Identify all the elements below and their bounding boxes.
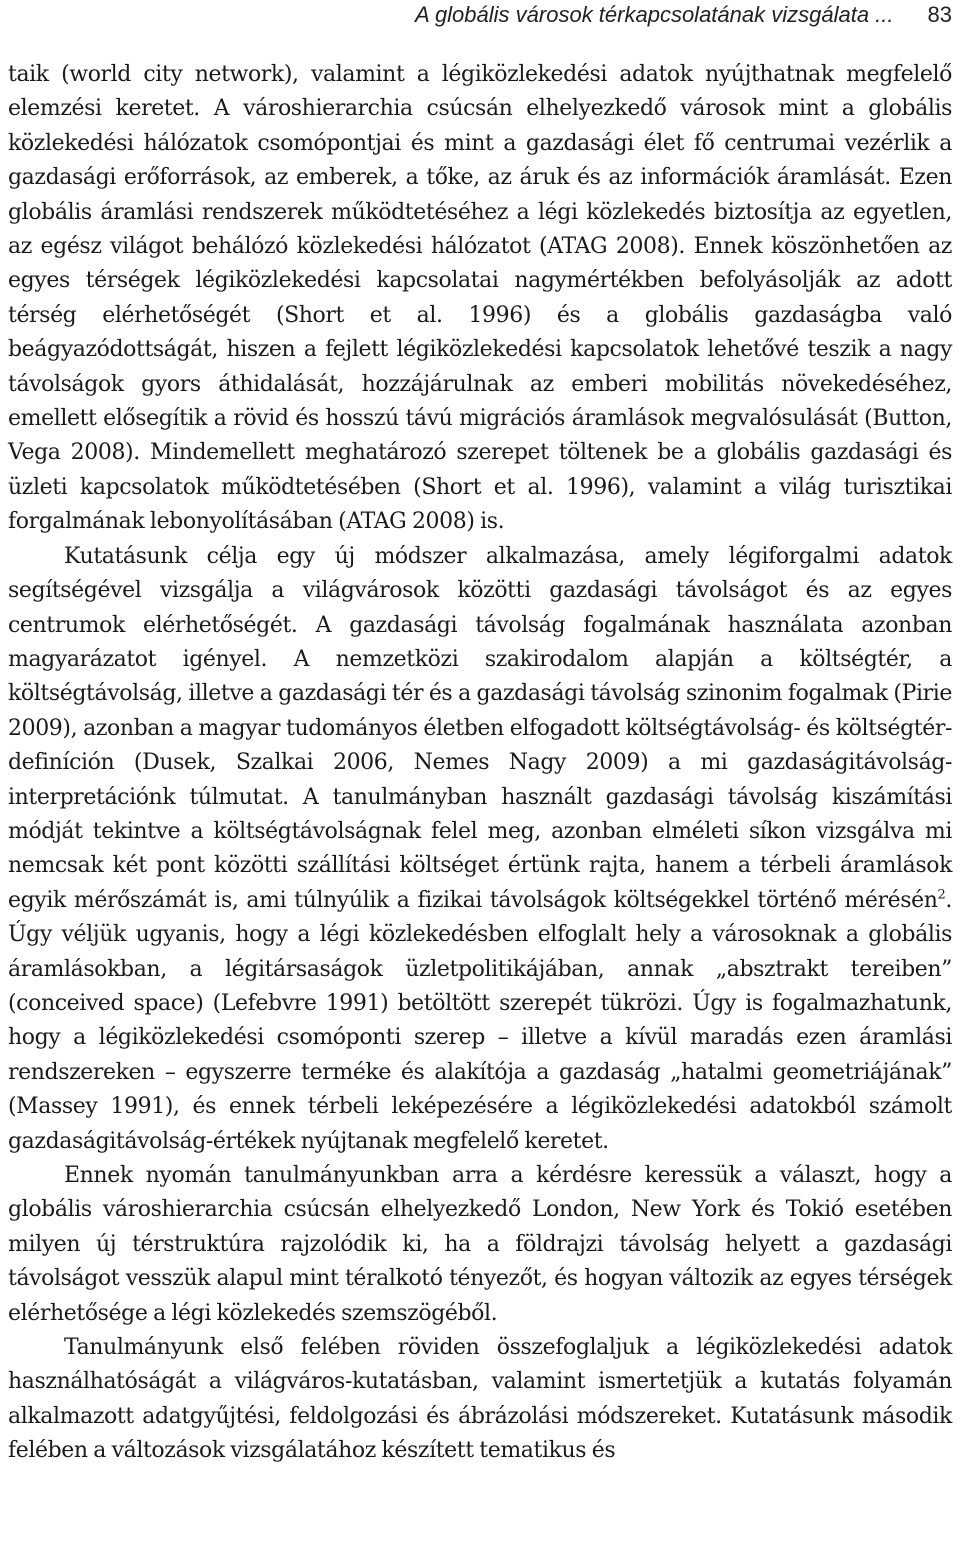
paragraph-4: Tanulmányunk első felében röviden összefoglaljuk a légiközlekedési adatok használhatóságát a világváros-kutatásban, valamint ismertetjük a kutatás folyamán alkalmazott adatgyűjtési, feldolgozási és ábrázolási módszereket. Kutatásunk második felében a változások vizsgálatához készített tematikus és bbox=[8, 1335, 952, 1464]
paragraph-2-text-continued: . Úgy véljük ugyanis, hogy a légi közlekedésben elfoglalt hely a városoknak a globális áramlásokban, a légitársaságok üzletpolitikájában, annak „absztrakt tereiben” (conceived space) (Lefebvre 1991) betöltött szerepét tükrözi. Úgy is fogalmazhatunk, hogy a légiközlekedési csomóponti szerep – illetve a kívül maradás ezen áramlási rendszereken – egyszerre terméke és alakítója a gazdaság „hatalmi geometriájának” (Massey 1991), és ennek térbeli leképezésére a légiközlekedési adatokból számolt gazdaságitávolság-értékek nyújtanak megfelelő keretet. bbox=[8, 887, 952, 1154]
paragraph-3: Ennek nyomán tanulmányunkban arra a kérdésre keressük a választ, hogy a globális városhierarchia csúcsán elhelyezkedő London, New York és Tokió esetében milyen új térstruktúra rajzolódik ki, ha a földrajzi távolság helyett a gazdasági távolságot vesszük alapul mint téralkotó tényezőt, és hogyan változik az egyes térségek elérhetősége a légi közlekedés szemszögéből. bbox=[8, 1163, 952, 1326]
running-header bbox=[8, 2, 952, 32]
paragraph-1: taik (world city network), valamint a légiközlekedési adatok nyújthatnak megfelelő elemzési keretet. A városhierarchia csúcsán elhelyezkedő városok mint a globális közlekedési hálózatok csomópontjai és mint a gazdasági élet fő centrumai vezérlik a gazdasági erőforrások, az emberek, a tőke, az áruk és az információk áramlását. Ezen globális áramlási rendszerek működtetéséhez a légi közlekedés biztosítja az egyetlen, az egész világot behálózó közlekedési hálózatot (ATAG 2008). Ennek köszönhetően az egyes térségek légiközlekedési kapcsolatai nagymértékben befolyásolják az adott térség elérhetőségét (Short et al. 1996) és a globális gazdaságba való beágyazódottságát, hiszen a fejlett légiközlekedési kapcsolatok lehetővé teszik a nagy távolságok gyors áthidalását, hozzájárulnak az emberi mobilitás növekedéséhez, emellett elősegítik a rövid és hosszú távú migrációs áramlások megvalósulását (Button, Vega 2008). Mindemellett meghatározó szerepet töltenek be a globális gazdasági és üzleti kapcsolatok működtetésében (Short et al. 1996), valamint a világ turisztikai forgalmának lebonyolításában (ATAG 2008) is. bbox=[8, 62, 952, 535]
page-number: 83 bbox=[927, 2, 952, 27]
paragraph-2-text: Kutatásunk célja egy új módszer alkalmazása, amely légiforgalmi adatok segítségével vizsgálja a világvárosok közötti gazdasági távolságot és az egyes centrumok elérhetőségét. A gazdasági távolság fogalmának használata azonban magyarázatot igényel. A nemzetközi szakirodalom alapján a költségtér, a költségtávolság, illetve a gazdasági tér és a gazdasági távolság szinonim fogalmak (Pirie 2009), azonban a magyar tudományos életben elfogadott költségtávolság- és költségtér-definíción (Dusek, Szalkai 2006, Nemes Nagy 2009) a mi gazdaságitávolság-interpretációnk túlmutat. A tanulmányban használt gazdasági távolság kiszámítási módját tekintve a költségtávolságnak felel meg, azonban elméleti síkon vizsgálva mi nemcsak két pont közötti szállítási költséget értünk rajta, hanem a térbeli áramlások egyik mérőszámát is, ami túlnyúlik a fizikai távolságok költségekkel történő mérésén bbox=[8, 543, 952, 913]
body-text bbox=[8, 58, 952, 1469]
running-header-title: A globális városok térkapcsolatának vizsgálata ... bbox=[414, 2, 894, 27]
paragraph-2 bbox=[8, 540, 952, 1159]
footnote-reference: 2 bbox=[937, 887, 946, 903]
